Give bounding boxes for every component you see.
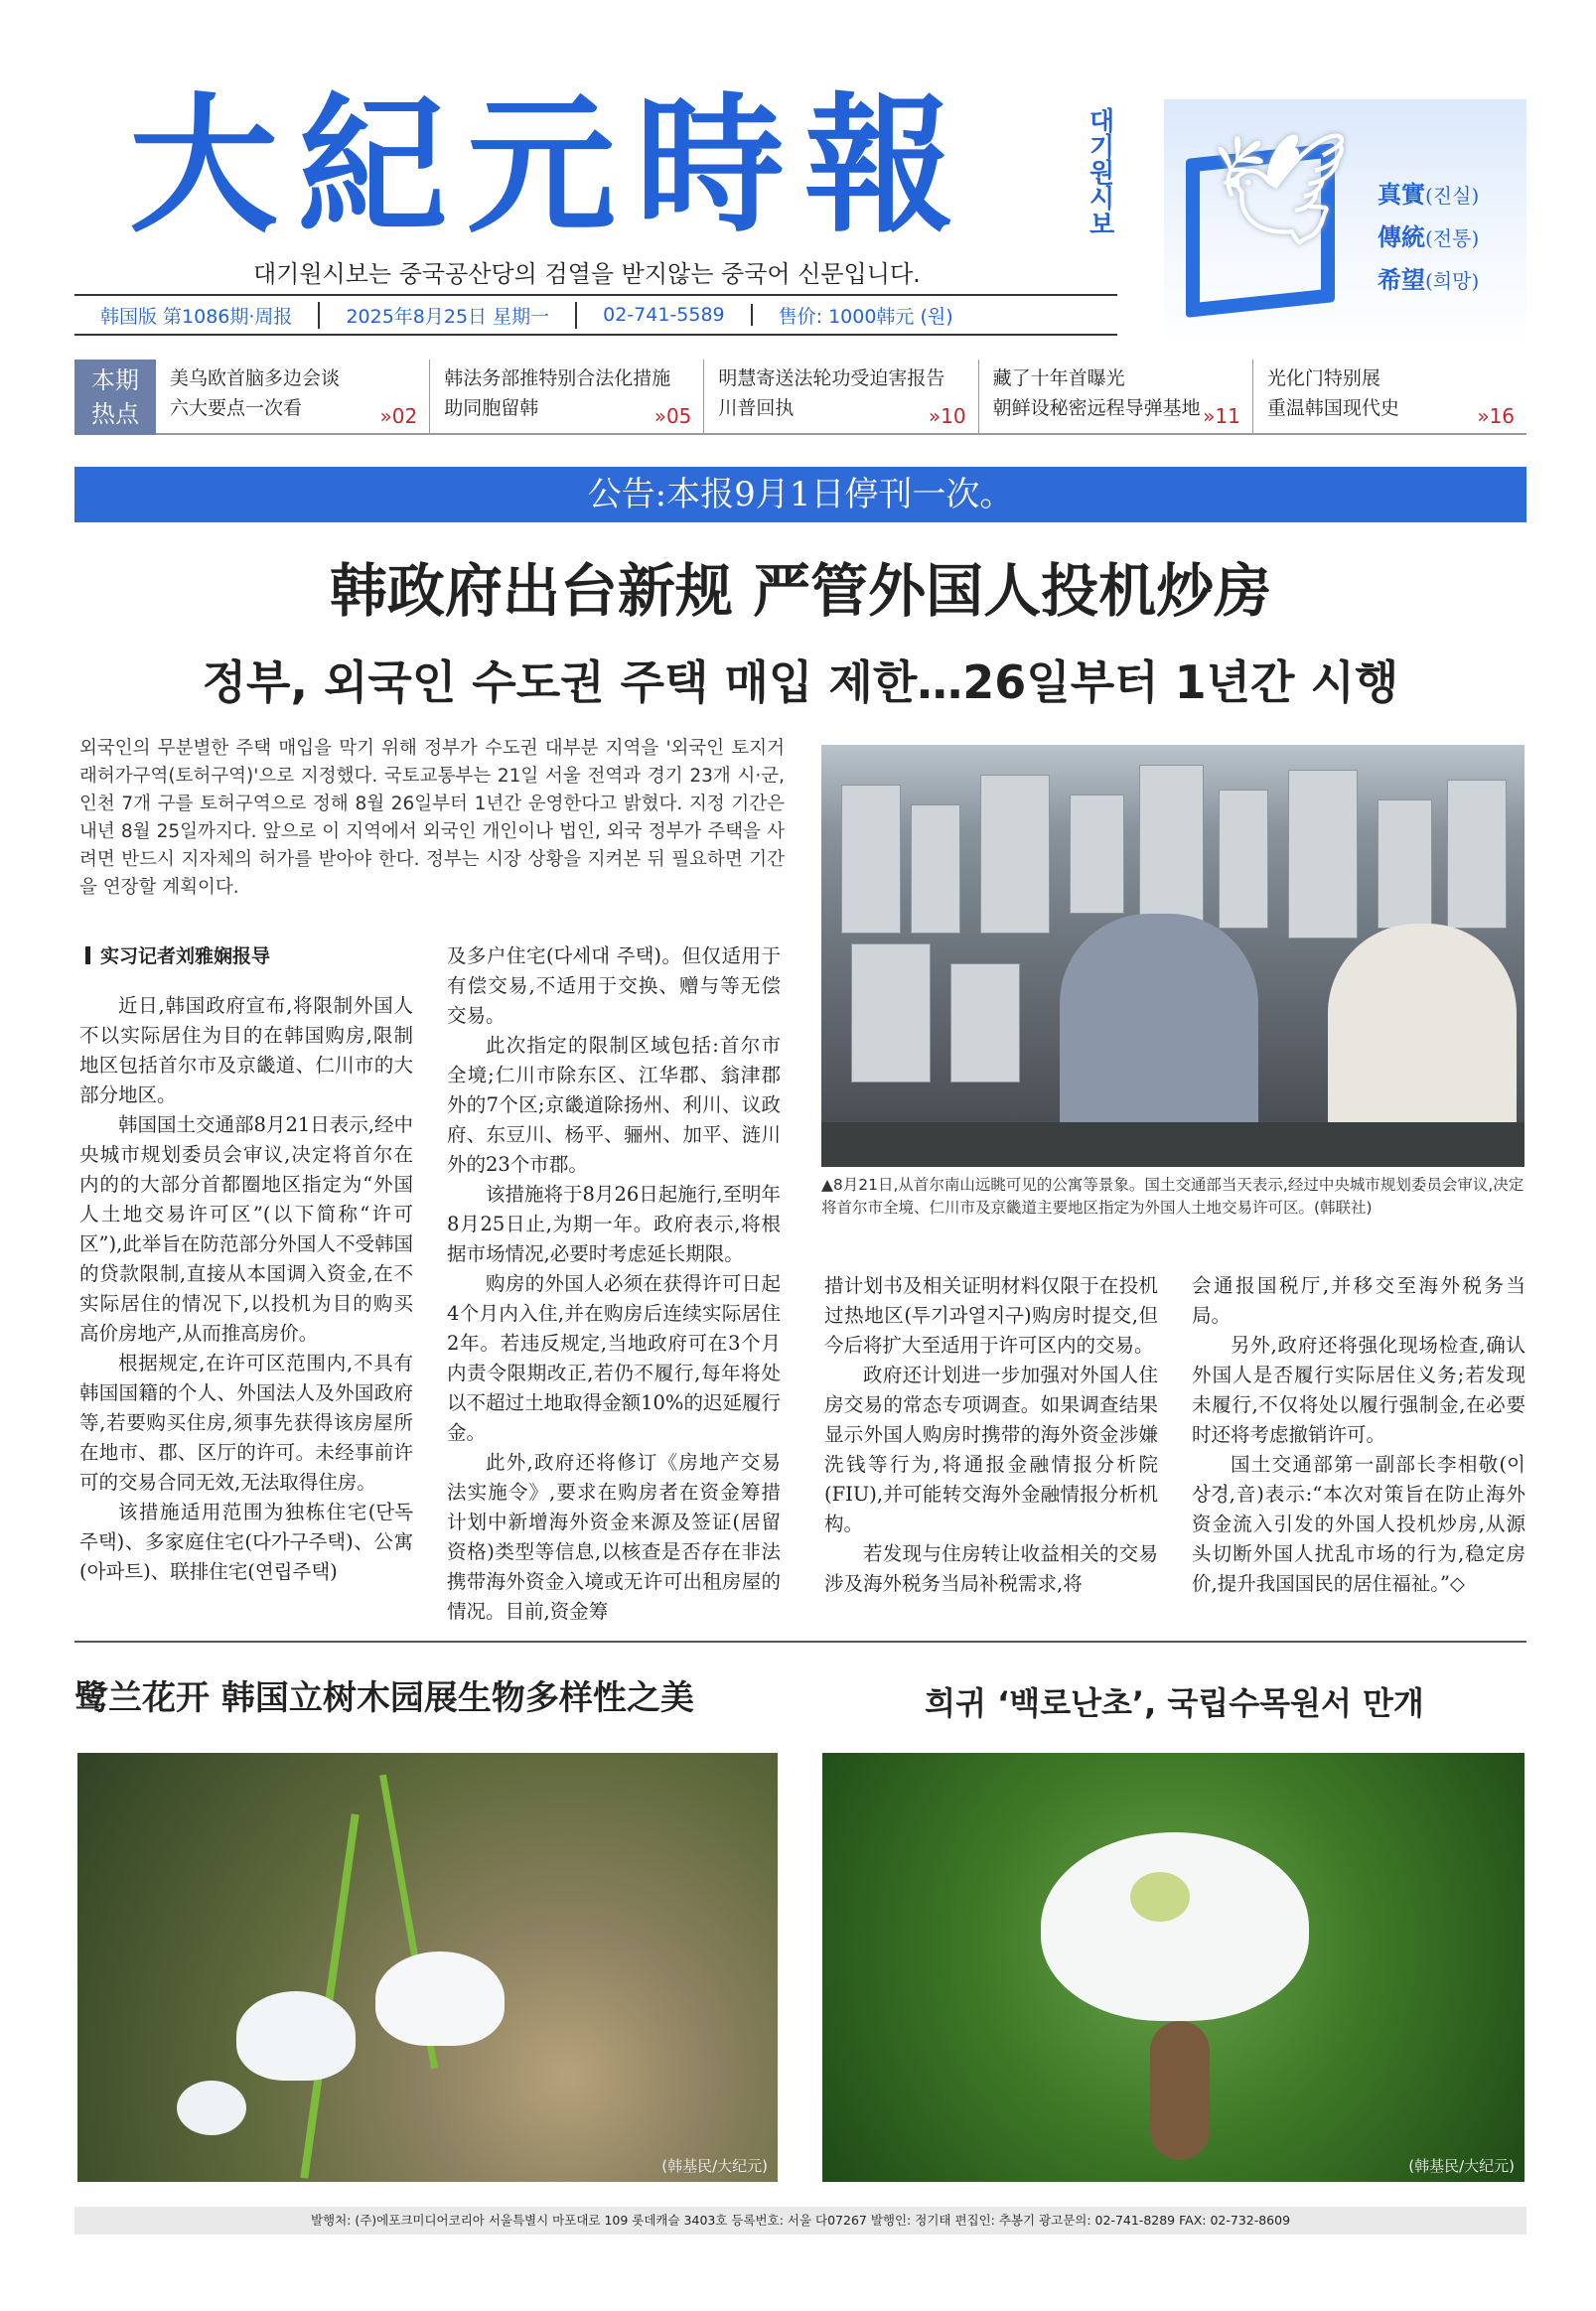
railing <box>821 1122 1524 1167</box>
page-reference: »11 <box>1203 404 1240 428</box>
page-reference: »02 <box>379 404 418 428</box>
page-reference: »16 <box>1477 404 1516 428</box>
byline: 实习记者刘雅娴报导 <box>85 941 403 968</box>
contact-phone: 02-741-5589 <box>577 304 753 326</box>
brand-motto <box>1378 174 1517 302</box>
issue-info-bar <box>74 294 1117 336</box>
orchid-photo-left <box>77 1753 778 2182</box>
highlight-item[interactable]: 光化门特别展 重温韩国现代史 »16 <box>1253 360 1526 433</box>
issue-price: 售价: 1000韩元 (원) <box>778 305 953 328</box>
page-reference: »10 <box>928 404 966 428</box>
lead-paragraph: 외국인의 무분별한 주택 매입을 막기 위해 정부가 수도권 대부분 지역을 '외국인 토지거래허가구역(토허구역)'으로 지정했다. 국토교통부는 21일 서울 전역과 경기 23개 시·군, 인천 7개 구를 토허구역으로 정해 8월 26일부터 1년간 운영한다고 밝혔다. 지정 기간은 내년 8월 25일까지다. 앞으로 이 지역에서 외국인 개인이나 법인, 외국 정부가 주택을 사려면 반드시 지자체의 허가를 받아야 한다. 정부는 시장 상황을 지켜본 뒤 필요하면 기간을 연장할 계획이다. <box>79 738 785 898</box>
page-reference: »05 <box>653 404 692 428</box>
korean-subheadline: 정부, 외국인 수도권 주택 매입 제한…26일부터 1년간 시행 <box>202 655 1399 709</box>
article-column-3: 措计划书及相关证明材料仅限于在投机过热地区(투기과열지구)购房时提交,但今后将扩大至适用于许可区内的交易。 政府还计划进一步加强对外国人住房交易的常态专项调查。如果调查结果显示外国人购房时携带的海外资金涉嫌洗钱等行为,将通报金融情报分析院(FIU),并可能转交海外金融情报分析机构。 若发现与住房转让收益相关的交易涉及海外税务当局补税需求,将 <box>824 1274 1158 1595</box>
highlight-item[interactable]: 韩法务部推特别合法化措施 助同胞留韩 »05 <box>430 360 704 433</box>
section-divider <box>74 1641 1526 1643</box>
photo-caption: ▲8月21日,从首尔南山远眺可见的公寓等景象。国土交通部当天表示,经过中央城市规划委员会审议,决定将首尔市全境、仁川市及京畿道主要地区指定为外国人土地交易许可区。(韩联社) <box>821 1176 1524 1217</box>
highlight-item[interactable]: 美乌欧首脑多边会谈 六大要点一次看 »02 <box>156 360 430 433</box>
masthead-tagline: 대기원시보는 중국공산당의 검열을 받지않는 중국어 신문입니다. <box>253 260 921 288</box>
article-column-1: 近日,韩国政府宣布,将限制外国人不以实际居住为目的在韩国购房,限制地区包括首尔市及京畿道、仁川市的大部分地区。 韩国国土交通部8月21日表示,经中央城市规划委员会审议,决定将首尔在内的的大部分首都圈地区指定为“外国人土地交易许可区”(以下简称“许可区”),此举旨在防范部分外国人不受韩国的贷款限制,直接从本国调入资金,在不实际居住的情况下,以投机为目的购买高价房地产,从而推高房价。 根据规定,在许可区范围内,不具有韩国国籍的个人、外国法人及外国政府等,若要购买住房,须事先获得该房屋所在地市、郡、区厅的许可。未经事前许可的交易合同无效,无法取得住房。 该措施适用范围为独栋住宅(단독주택)、多家庭住宅(다가구주택)、公寓(아파트)、联排住宅(연립주택) <box>79 994 413 1583</box>
highlight-item[interactable]: 明慧寄送法轮功受迫害报告 川普回执 »10 <box>704 360 978 433</box>
highlight-item[interactable]: 藏了十年首曝光 朝鲜设秘密远程导弹基地 »11 <box>979 360 1253 433</box>
photo-credit: (韩基民/大纪元) <box>1408 2157 1515 2175</box>
motto-item: 傳統(전통) <box>1378 222 1480 251</box>
logo-korean-name: 대기원시보 <box>1085 107 1114 236</box>
issue-number: 韩国版 第1086期·周报 <box>74 302 320 329</box>
dove-icon: 🕊 <box>1212 125 1351 252</box>
article-column-4: 会通报国税厅,并移交至海外税务当局。 另外,政府还将强化现场检查,确认外国人是否履行实际居住义务;若发现未履行,不仅将处以履行强制金,在必要时还将考虑撤销许可。 国土交通部第一副部长李相敬(이상경,音)表示:“本次对策旨在防止海外资金流入引发的外国人投机炒房,从源头切断外国人扰乱市场的行为,稳定房价,提升我国国民的居住福祉。”◇ <box>1192 1274 1525 1595</box>
highlights-label: 本期 热点 <box>74 360 156 435</box>
newspaper-logo: 大紀元時報 <box>129 78 974 253</box>
motto-item: 真實(진실) <box>1378 180 1480 209</box>
highlights-bar <box>74 360 1526 435</box>
notice-banner: 公告:本报9月1日停刊一次。 <box>74 467 1526 522</box>
orchid-photo-right <box>822 1753 1524 2182</box>
seoul-apartments-photo <box>821 745 1524 1167</box>
orchid-headline-korean: 희귀 ‘백로난초’, 국립수목원서 만개 <box>925 1684 1424 1722</box>
brand-image-box <box>1164 99 1526 348</box>
publisher-footer: 발행처: (주)에포크미디어코리아 서울특별시 마포대로 109 롯데캐슬 3403호 등록번호: 서울 다07267 발행인: 정기태 편집인: 추봉기 광고문의: 02-741-8289 FAX: 02-732-8609 <box>74 2207 1526 2235</box>
main-headline: 韩政府出台新规 严管外国人投机炒房 <box>329 557 1272 625</box>
orchid-headline-chinese: 鹭兰花开 韩国立树木园展生物多样性之美 <box>74 1678 694 1718</box>
photo-credit: (韩基民/大纪元) <box>661 2157 768 2175</box>
motto-item: 希望(희망) <box>1378 265 1480 294</box>
issue-date: 2025年8月25日 星期一 <box>320 302 577 329</box>
article-column-2: 及多户住宅(다세대 주택)。但仅适用于有偿交易,不适用于交换、赠与等无偿交易。 此次指定的限制区域包括:首尔市全境;仁川市除东区、江华郡、翁津郡外的7个区;京畿道除扬州、利川、议政府、东豆川、杨平、骊州、加平、涟川外的23个市郡。 该措施将于8月26日起施行,至明年8月25日止,为期一年。政府表示,将根据市场情况,必要时考虑延长期限。 购房的外国人必须在获得许可日起4个月内入住,并在购房后连续实际居住2年。若违反规定,当地政府可在3个月内责令限期改正,若仍不履行,每年将处以不超过土地取得金额10%的迟延履行金。 此外,政府还将修订《房地产交易法实施令》,要求在购房者在资金筹措计划中新增海外资金来源及签证(居留资格)类型等信息,以核查是否存在非法携带海外资金入境或无许可出租房屋的情况。目前,资金筹 <box>447 944 781 1623</box>
